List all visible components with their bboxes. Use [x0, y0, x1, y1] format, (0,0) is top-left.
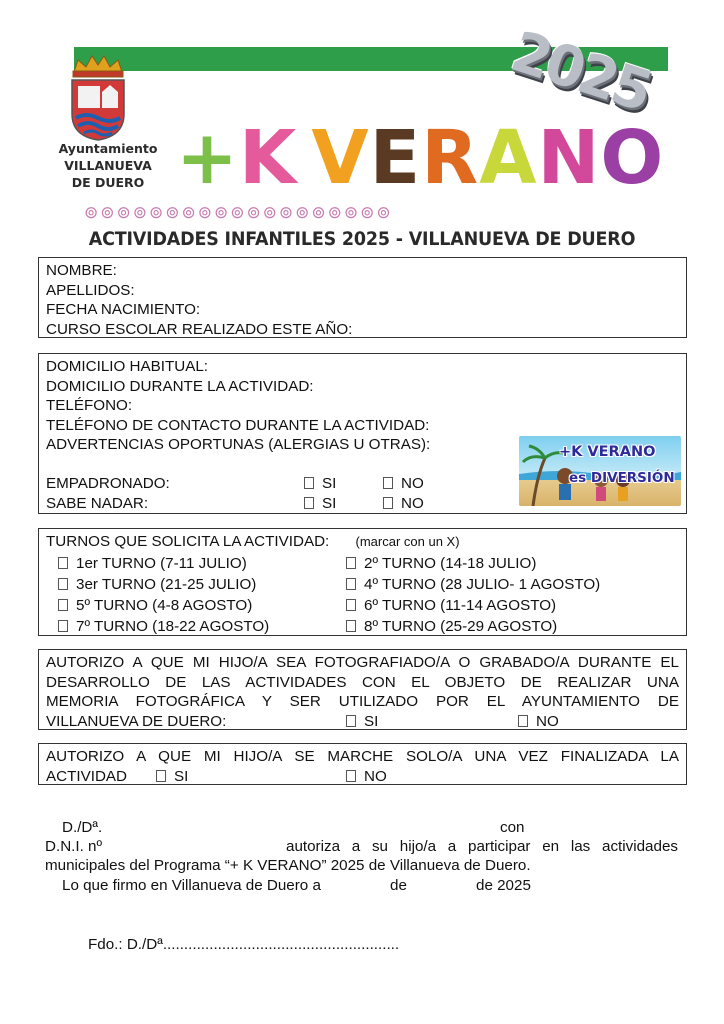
page-title: ACTIVIDADES INFANTILES 2025 - VILLANUEVA DE DUERO — [88, 228, 636, 250]
turns-heading — [46, 532, 679, 552]
turn-label: 8º TURNO (25-29 AGOSTO) — [364, 617, 558, 635]
registered-yes-option[interactable] — [304, 474, 336, 494]
turn-option-8[interactable] — [346, 617, 557, 637]
photo-consent-section — [38, 649, 687, 730]
sign-year-label[interactable]: de 2025 — [476, 877, 531, 894]
turn-option-3[interactable] — [58, 575, 256, 595]
swim-label: SABE NADAR: — [46, 494, 149, 512]
summer-badge-text — [531, 444, 675, 486]
no-label: NO — [401, 494, 424, 512]
yes-label: SI — [322, 475, 337, 492]
leave-consent-yes-option[interactable] — [156, 767, 188, 787]
year-badge: 2025 — [503, 19, 657, 125]
name-field[interactable]: NOMBRE: — [46, 262, 117, 279]
brand-letter: R — [421, 115, 480, 201]
birth-date-field[interactable]: FECHA NACIMIENTO: — [46, 301, 201, 318]
brand-letter: N — [537, 115, 601, 201]
checkbox-icon[interactable] — [383, 497, 393, 509]
turns-section — [38, 528, 687, 636]
brand-letter: A — [479, 115, 538, 201]
turn-label: 1er TURNO (7-11 JULIO) — [76, 554, 247, 572]
council-line-1: Ayuntamiento — [58, 141, 158, 156]
signature-line[interactable]: Fdo.: D./Dª........................................................ — [88, 936, 400, 953]
no-label: NO — [536, 712, 559, 730]
checkbox-icon[interactable] — [383, 477, 393, 489]
turn-option-7[interactable] — [58, 617, 269, 637]
checkbox-icon[interactable] — [346, 599, 356, 611]
turn-option-6[interactable] — [346, 596, 556, 616]
leave-consent-end-label: ACTIVIDAD — [46, 767, 128, 785]
declaration-authorizes: autoriza a su hijo/a a participar en las actividades — [286, 838, 678, 855]
checkbox-icon[interactable] — [58, 620, 68, 632]
checkbox-icon[interactable] — [518, 715, 528, 727]
turn-option-1[interactable] — [58, 554, 247, 574]
declaration-program-line: municipales del Programa “+ K VERANO” 2025 de Villanueva de Duero. — [45, 857, 531, 874]
dni-field[interactable]: D.N.I. nº — [45, 838, 103, 855]
council-crest-icon — [66, 52, 130, 142]
leave-consent-line-2 — [46, 767, 679, 787]
photo-consent-yes-option[interactable] — [346, 712, 378, 732]
brand-letter: K — [239, 115, 298, 201]
activity-address-field[interactable]: DOMICILIO DURANTE LA ACTIVIDAD: — [46, 377, 314, 395]
declaration-con-label: con — [500, 819, 525, 836]
yes-label: SI — [174, 767, 189, 785]
home-address-field[interactable]: DOMICILIO HABITUAL: — [46, 358, 209, 375]
turn-label: 7º TURNO (18-22 AGOSTO) — [76, 617, 270, 635]
registered-label: EMPADRONADO: — [46, 475, 170, 492]
checkbox-icon[interactable] — [346, 578, 356, 590]
photo-consent-end-label: VILLANUEVA DE DUERO: — [46, 712, 227, 730]
turns-heading-label: TURNOS QUE SOLICITA LA ACTIVIDAD: — [46, 533, 330, 550]
photo-consent-line-4 — [46, 712, 679, 732]
brand-letter: E — [369, 115, 422, 201]
decorative-swirls: ⊚⊚⊚⊚⊚⊚⊚⊚⊚⊚⊚⊚⊚⊚⊚⊚⊚⊚⊚ — [84, 203, 393, 223]
yes-label: SI — [322, 494, 337, 512]
contact-data-section — [38, 353, 687, 514]
brand-letter: V — [311, 115, 370, 201]
photo-consent-no-option[interactable] — [518, 712, 559, 732]
brand-letter: + — [176, 115, 240, 201]
yes-label: SI — [364, 712, 379, 730]
turn-option-2[interactable] — [346, 554, 536, 574]
photo-consent-line-2: DESARROLLO DE LAS ACTIVIDADES CON EL OBJETO DE REALIZAR UNA — [46, 673, 679, 691]
checkbox-icon[interactable] — [58, 599, 68, 611]
program-logo — [176, 115, 665, 201]
checkbox-icon[interactable] — [156, 770, 166, 782]
photo-consent-line-3: MEMORIA FOTOGRÁFICA Y SER UTILIZADO POR EL AYUNTAMIENTO DE — [46, 693, 679, 710]
checkbox-icon[interactable] — [304, 497, 314, 509]
personal-data-section — [38, 257, 687, 338]
turn-label: 6º TURNO (11-14 AGOSTO) — [364, 596, 557, 614]
no-label: NO — [401, 475, 424, 492]
brand-letter: O — [600, 115, 665, 201]
badge-line-2: es DIVERSIÓN — [569, 470, 675, 486]
swim-no-option[interactable] — [383, 494, 424, 514]
checkbox-icon[interactable] — [304, 477, 314, 489]
phone-field[interactable]: TELÉFONO: — [46, 397, 133, 414]
checkbox-icon[interactable] — [58, 557, 68, 569]
turn-label: 2º TURNO (14-18 JULIO) — [364, 554, 537, 572]
warnings-field[interactable]: ADVERTENCIAS OPORTUNAS (ALERGIAS U OTRAS): — [46, 436, 431, 453]
turn-label: 4º TURNO (28 JULIO- 1 AGOSTO) — [364, 575, 601, 593]
swim-yes-option[interactable] — [304, 494, 336, 514]
turn-options — [46, 554, 679, 636]
brand-letter — [297, 118, 311, 198]
turn-label: 5º TURNO (4-8 AGOSTO) — [76, 596, 253, 614]
school-year-field[interactable]: CURSO ESCOLAR REALIZADO ESTE AÑO: — [46, 320, 353, 338]
turns-hint: (marcar con un X) — [355, 534, 460, 549]
sign-month-label[interactable]: de — [390, 877, 407, 894]
badge-line-1: +K VERANO — [559, 444, 656, 460]
surname-field[interactable]: APELLIDOS: — [46, 281, 135, 299]
council-name — [46, 140, 170, 191]
sign-place-label: Lo que firmo en Villanueva de Duero a — [62, 877, 321, 894]
activity-phone-field[interactable]: TELÉFONO DE CONTACTO DURANTE LA ACTIVIDAD: — [46, 416, 430, 434]
no-label: NO — [364, 767, 387, 785]
checkbox-icon[interactable] — [58, 578, 68, 590]
checkbox-icon[interactable] — [346, 770, 356, 782]
council-line-2: VILLANUEVA — [64, 158, 152, 173]
registered-no-option[interactable] — [383, 474, 424, 494]
turn-option-4[interactable] — [346, 575, 600, 595]
leave-consent-no-option[interactable] — [346, 767, 387, 787]
declarant-name-field[interactable]: D./Dª. — [62, 819, 103, 836]
leave-consent-section — [38, 743, 687, 785]
checkbox-icon[interactable] — [346, 557, 356, 569]
leave-consent-line-1: AUTORIZO A QUE MI HIJO/A SE MARCHE SOLO/A UNA VEZ FINALIZADA LA — [46, 748, 679, 765]
council-line-3: DE DUERO — [71, 175, 145, 190]
photo-consent-line-1: AUTORIZO A QUE MI HIJO/A SEA FOTOGRAFIADO/A O GRABADO/A DURANTE EL — [46, 654, 679, 671]
checkbox-icon[interactable] — [346, 620, 356, 632]
checkbox-icon[interactable] — [346, 715, 356, 727]
turn-label: 3er TURNO (21-25 JULIO) — [76, 575, 257, 593]
turn-option-5[interactable] — [58, 596, 252, 616]
